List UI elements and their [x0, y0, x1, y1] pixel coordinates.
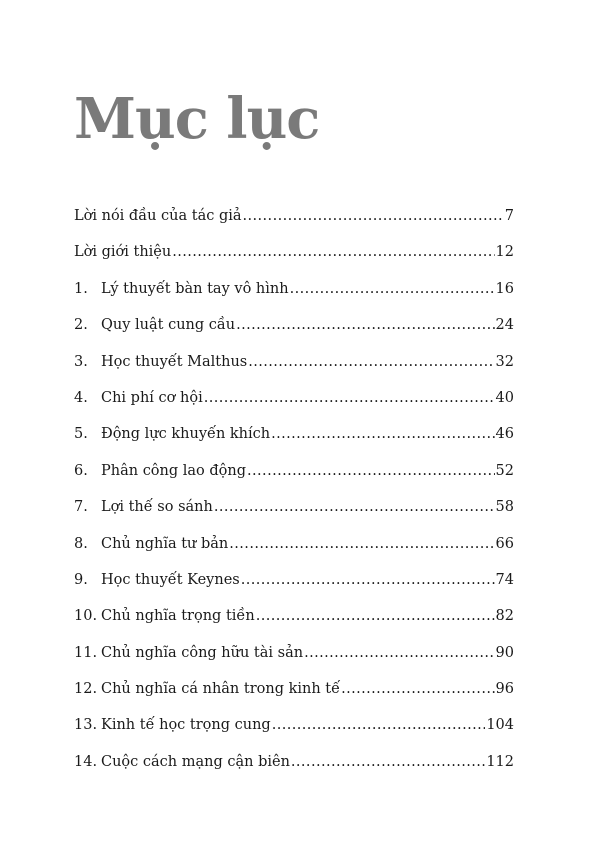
toc-entry-11[interactable] [74, 645, 514, 681]
toc-entry-number: 8. [74, 535, 88, 552]
toc-entry-number: 10. [74, 608, 98, 625]
toc-entry-8[interactable] [74, 536, 514, 572]
toc-entry-page: 32 [495, 353, 514, 370]
toc-entry-page: 96 [495, 681, 514, 698]
toc-entry-9[interactable] [74, 572, 514, 608]
toc-entry-label: Học thuyết Malthus [101, 353, 248, 370]
toc-entry-number: 9. [74, 571, 88, 588]
toc-entry-page: 24 [495, 317, 514, 334]
toc-entry-introduction[interactable] [74, 244, 514, 280]
toc-entry-13[interactable] [74, 717, 514, 753]
dot-leader [247, 463, 495, 479]
toc-entry-14[interactable] [74, 754, 514, 790]
toc-entry-page: 16 [495, 280, 514, 297]
toc-entry-number: 2. [74, 317, 88, 334]
dot-leader [241, 572, 495, 588]
toc-entry-page: 40 [495, 389, 514, 406]
toc-entry-number: 7. [74, 499, 88, 516]
toc-entry-label: Cuộc cách mạng cận biên [101, 753, 290, 770]
dot-leader [229, 536, 494, 552]
toc-entry-preface[interactable] [74, 208, 514, 244]
toc-entry-2[interactable] [74, 317, 514, 353]
toc-entry-number: 1. [74, 280, 88, 297]
toc-entry-page: 7 [504, 208, 514, 224]
toc-entry-label: Phân công lao động [101, 462, 247, 479]
toc-entry-label: Kinh tế học trọng cung [101, 717, 271, 734]
dot-leader [256, 608, 495, 624]
toc-entry-label: Chi phí cơ hội [101, 389, 203, 406]
toc-entry-number: 5. [74, 426, 88, 443]
dot-leader [341, 681, 494, 697]
dot-leader [204, 390, 495, 406]
toc-entry-label: Học thuyết Keynes [101, 571, 240, 588]
toc-entry-label: Chủ nghĩa công hữu tài sản [101, 644, 304, 661]
toc-entry-number: 14. [74, 753, 98, 770]
toc-entry-page: 82 [495, 608, 514, 625]
dot-leader [304, 645, 494, 661]
toc-entry-10[interactable] [74, 608, 514, 644]
toc-entry-page: 90 [495, 644, 514, 661]
toc-entry-page: 52 [495, 462, 514, 479]
toc-entry-1[interactable] [74, 281, 514, 317]
toc-entry-label: Chủ nghĩa cá nhân trong kinh tế [101, 681, 341, 698]
toc-entry-5[interactable] [74, 426, 514, 462]
toc-entry-3[interactable] [74, 354, 514, 390]
toc-entry-12[interactable] [74, 681, 514, 717]
dot-leader [214, 499, 495, 515]
toc-entry-number: 3. [74, 353, 88, 370]
dot-leader [243, 208, 504, 224]
dot-leader [272, 717, 486, 733]
toc-entry-page: 104 [486, 717, 514, 734]
toc-entry-label: Lời giới thiệu [74, 244, 172, 261]
toc-entry-number: 13. [74, 717, 98, 734]
toc-entry-label: Động lực khuyến khích [101, 426, 271, 443]
toc-entry-number: 4. [74, 389, 88, 406]
page-title: Mục lục [74, 86, 320, 152]
toc-entry-number: 6. [74, 462, 88, 479]
dot-leader [291, 754, 485, 770]
toc-entry-label: Chủ nghĩa tư bản [101, 535, 229, 552]
toc-entry-page: 66 [495, 535, 514, 552]
toc-entry-page: 112 [486, 753, 514, 770]
table-of-contents [74, 208, 514, 790]
dot-leader [248, 354, 494, 370]
toc-entry-7[interactable] [74, 499, 514, 535]
toc-entry-label: Quy luật cung cầu [101, 317, 236, 334]
dot-leader [172, 244, 494, 260]
dot-leader [236, 317, 494, 333]
toc-entry-page: 12 [495, 244, 514, 261]
toc-entry-label: Chủ nghĩa trọng tiền [101, 608, 255, 625]
dot-leader [290, 281, 495, 297]
toc-entry-6[interactable] [74, 463, 514, 499]
toc-entry-number: 11. [74, 644, 98, 661]
toc-entry-label: Lời nói đầu của tác giả [74, 208, 242, 224]
toc-entry-label: Lợi thế so sánh [101, 499, 213, 516]
toc-entry-page: 46 [495, 426, 514, 443]
toc-entry-page: 58 [495, 499, 514, 516]
toc-entry-label: Lý thuyết bàn tay vô hình [101, 280, 289, 297]
toc-entry-4[interactable] [74, 390, 514, 426]
toc-entry-number: 12. [74, 681, 98, 698]
dot-leader [271, 426, 494, 442]
toc-entry-page: 74 [495, 571, 514, 588]
